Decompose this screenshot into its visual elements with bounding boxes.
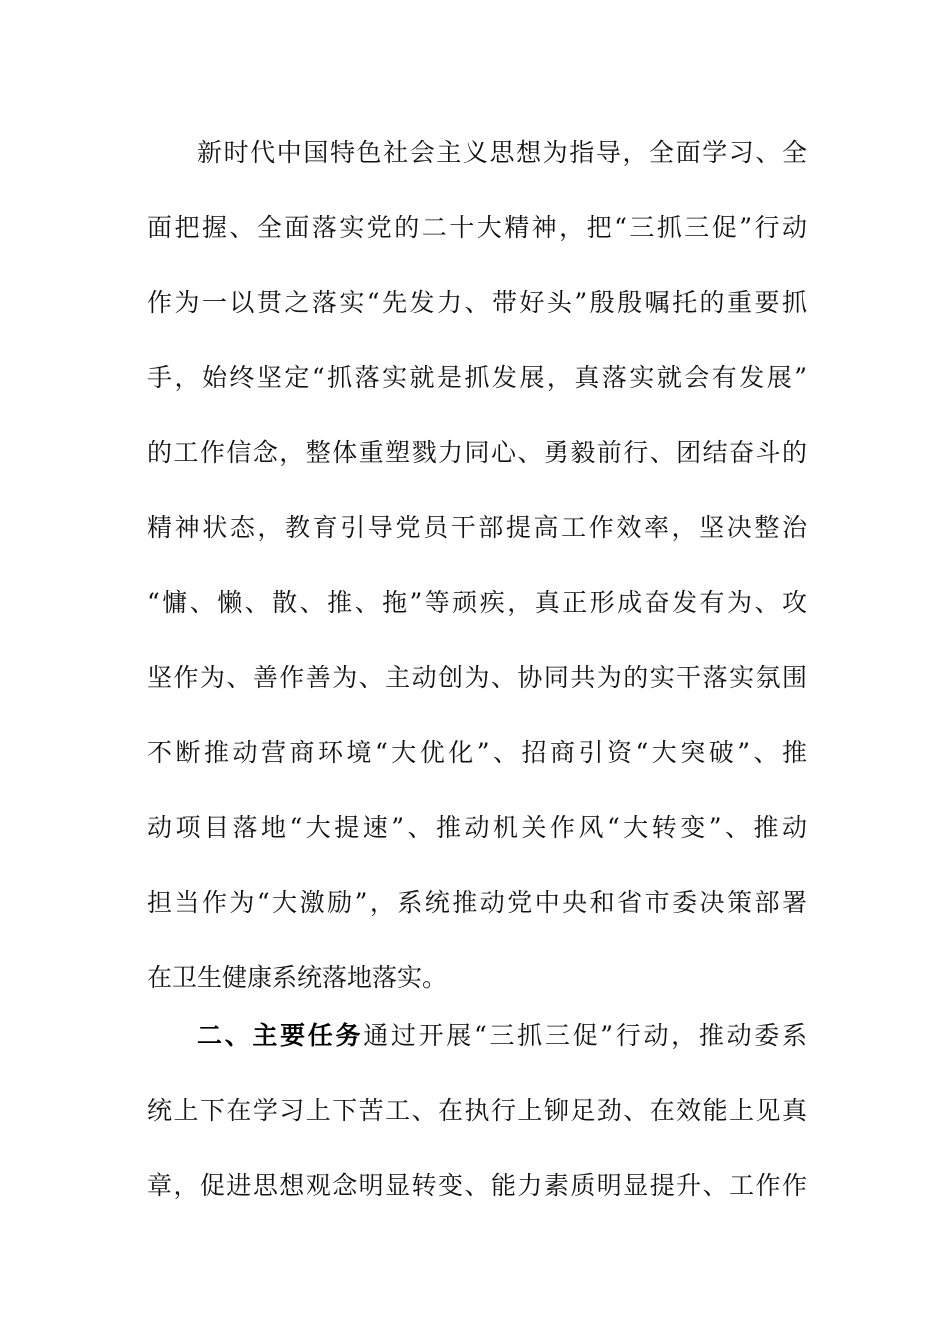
paragraph-line: 面把握、全面落实党的二十大精神，把“三抓三促”行动	[147, 213, 807, 242]
paragraph-line: 手，始终坚定“抓落实就是抓发展，真落实就会有发展”	[147, 363, 807, 392]
paragraph-line: 统上下在学习上下苦工、在执行上铆足劲、在效能上见真	[147, 1096, 807, 1125]
paragraph-line: 精神状态，教育引导党员干部提高工作效率，坚决整治	[147, 513, 807, 542]
paragraph-line: 担当作为“大激励”，系统推动党中央和省市委决策部署	[147, 888, 807, 917]
paragraph-line: 在卫生健康系统落地落实。	[147, 963, 448, 992]
paragraph-line: 的工作信念，整体重塑戮力同心、勇毅前行、团结奋斗的	[147, 438, 807, 467]
paragraph-line: 章，促进思想观念明显转变、能力素质明显提升、工作作	[147, 1171, 807, 1200]
paragraph-line: 动项目落地“大提速”、推动机关作风“大转变”、推动	[147, 813, 807, 842]
paragraph-line: 坚作为、善作善为、主动创为、协同共为的实干落实氛围	[147, 663, 807, 692]
paragraph-line: 不断推动营商环境“大优化”、招商引资“大突破”、推	[147, 738, 807, 767]
paragraph-line: 新时代中国特色社会主义思想为指导，全面学习、全	[197, 138, 807, 167]
section-first-line-text: 通过开展“三抓三促”行动，推动委系	[363, 1021, 807, 1050]
section-heading: 二、主要任务	[197, 1021, 364, 1050]
paragraph-line: “慵、懒、散、推、拖”等顽疾，真正形成奋发有为、攻	[147, 588, 807, 617]
section-heading-line	[197, 1016, 807, 1056]
paragraph-line: 作为一以贯之落实“先发力、带好头”殷殷嘱托的重要抓	[147, 288, 807, 317]
